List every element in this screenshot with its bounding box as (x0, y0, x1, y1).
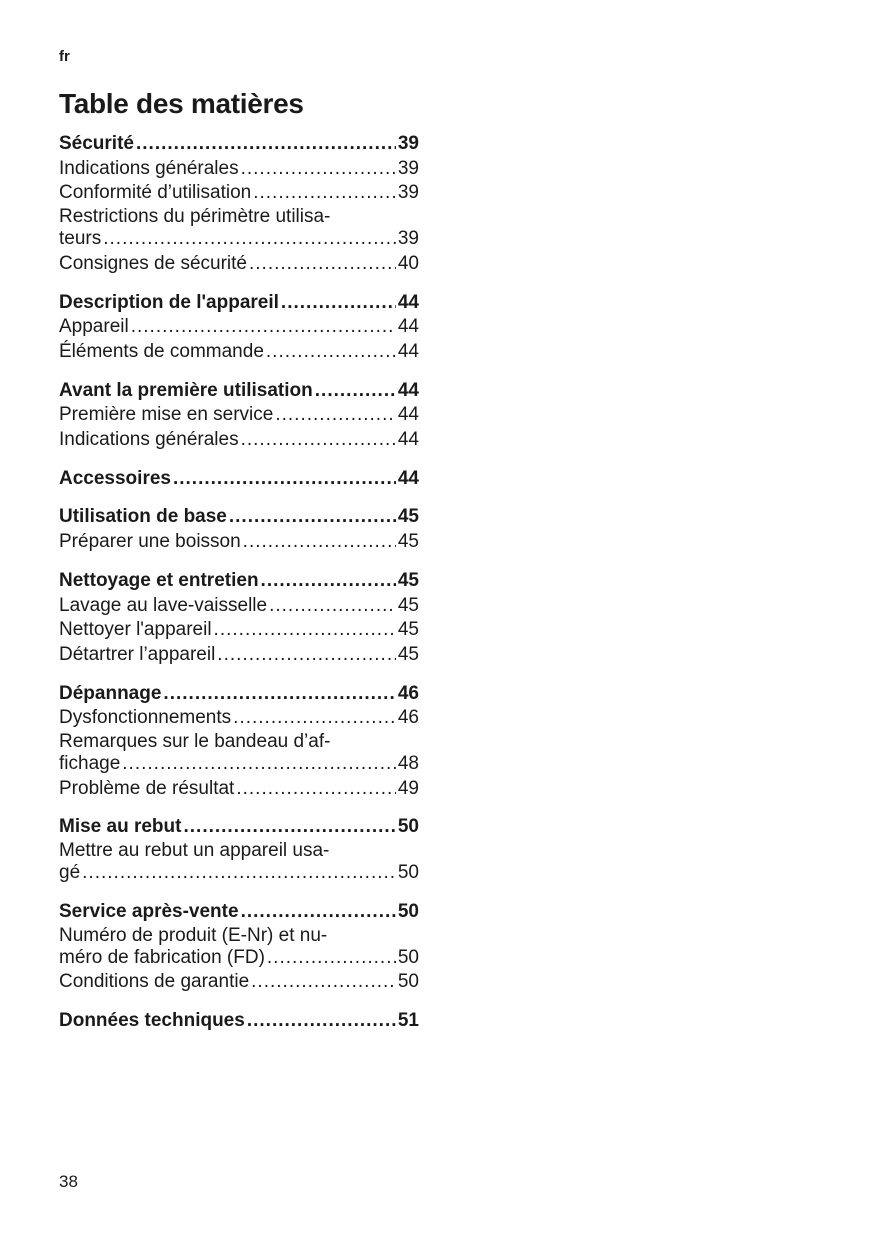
toc-heading-title: Avant la première utilisation (59, 379, 313, 401)
toc-entry-title: Conditions de garantie (59, 971, 250, 993)
toc-section (59, 291, 419, 365)
page-title: Table des matières (59, 88, 304, 119)
toc-heading[interactable] (59, 132, 419, 157)
dot-leader (251, 970, 396, 995)
toc-entry-first-line: Numéro de produit (E-Nr) et nu- (59, 924, 328, 946)
toc-entry-title: Consignes de sécurité (59, 252, 247, 274)
toc-entry-page: 39 (397, 228, 419, 250)
toc-section (59, 569, 419, 668)
toc-section (59, 900, 419, 995)
toc-heading-title: Nettoyage et entretien (59, 569, 259, 591)
toc-heading-page: 51 (397, 1009, 419, 1031)
toc-entry-title: Indications générales (59, 429, 239, 451)
toc-entry-page: 46 (397, 707, 419, 729)
toc-heading[interactable] (59, 379, 419, 404)
dot-leader (266, 340, 396, 365)
dot-leader (229, 505, 396, 530)
dot-leader (261, 569, 396, 594)
dot-leader (241, 157, 396, 182)
toc-heading-page: 39 (397, 133, 419, 154)
dot-leader (183, 815, 395, 840)
toc-heading-title: Description de l'appareil (59, 291, 279, 313)
dot-leader (217, 643, 396, 668)
toc-heading[interactable] (59, 900, 419, 925)
toc-entry-page: 44 (397, 340, 419, 362)
toc-entry-page: 40 (397, 252, 419, 274)
toc-entry-page: 48 (397, 753, 419, 775)
toc-entry-title: Lavage au lave-vaisselle (59, 594, 268, 616)
toc-entry-first-line: Restrictions du périmètre utilisa- (59, 206, 331, 228)
toc-entry-page: 45 (397, 594, 419, 616)
toc-entry-page: 50 (397, 971, 419, 993)
toc-section (59, 1009, 419, 1034)
dot-leader (241, 900, 396, 925)
toc-heading[interactable] (59, 505, 419, 530)
toc-entry-page: 44 (397, 316, 419, 338)
dot-leader (281, 291, 396, 316)
toc-entry-title: gé (59, 862, 81, 884)
toc-entry[interactable] (59, 227, 419, 252)
toc-heading-page: 44 (397, 379, 419, 401)
toc-entry-title: Détartrer l’appareil (59, 643, 216, 665)
toc-entry-title: Préparer une boisson (59, 531, 241, 553)
toc-heading[interactable] (59, 815, 419, 840)
toc-heading-title: Service après-vente (59, 900, 239, 922)
toc-entry-title: Éléments de commande (59, 340, 264, 362)
toc-heading-page: 50 (397, 900, 419, 922)
toc-heading-title: Dépannage (59, 682, 162, 704)
toc-entry[interactable] (59, 157, 419, 182)
toc-heading[interactable] (59, 291, 419, 316)
toc-heading-title: Accessoires (59, 467, 171, 489)
toc-heading-title: Sécurité (59, 133, 134, 154)
toc-entry[interactable] (59, 181, 419, 206)
toc-entry-title: méro de fabrication (FD) (59, 946, 265, 968)
dot-leader (173, 467, 396, 492)
toc-entry-title: Dysfonctionnements (59, 707, 232, 729)
toc-section (59, 815, 419, 885)
toc-heading-page: 50 (397, 816, 419, 838)
toc-entry[interactable] (59, 706, 419, 731)
dot-leader (241, 428, 396, 453)
dot-leader (267, 946, 396, 971)
toc-entry[interactable] (59, 594, 419, 619)
dot-leader (236, 777, 396, 802)
toc-entry-page: 44 (397, 404, 419, 426)
dot-leader (122, 752, 396, 777)
toc-heading[interactable] (59, 682, 419, 707)
toc-heading[interactable] (59, 569, 419, 594)
toc-heading-title: Données techniques (59, 1009, 245, 1031)
toc-section (59, 379, 419, 453)
toc-entry[interactable] (59, 340, 419, 365)
toc-entry-page: 45 (397, 619, 419, 641)
toc-heading[interactable] (59, 1009, 419, 1034)
dot-leader (275, 403, 396, 428)
toc-entry-title: teurs (59, 228, 102, 250)
toc-heading-page: 45 (397, 569, 419, 591)
toc-entry-title: Première mise en service (59, 404, 274, 426)
toc-entry-page: 50 (397, 946, 419, 968)
dot-leader (269, 594, 396, 619)
toc-entry[interactable] (59, 777, 419, 802)
dot-leader (131, 315, 396, 340)
toc-entry-page: 50 (397, 862, 419, 884)
toc-entry-page: 45 (397, 531, 419, 553)
toc-entry-title: Conformité d’utilisation (59, 182, 252, 204)
toc-entry-first-line: Mettre au rebut un appareil usa- (59, 840, 330, 862)
dot-leader (103, 227, 396, 252)
toc-entry-page: 49 (397, 777, 419, 799)
toc-entry-title: Problème de résultat (59, 777, 235, 799)
toc-entry-title: Indications générales (59, 157, 239, 179)
toc-heading[interactable] (59, 467, 419, 492)
toc-entry-page: 44 (397, 429, 419, 451)
toc-heading-page: 46 (397, 682, 419, 704)
dot-leader (136, 132, 396, 157)
toc-entry[interactable] (59, 428, 419, 453)
toc-entry[interactable] (59, 530, 419, 555)
dot-leader (233, 706, 396, 731)
toc-section (59, 505, 419, 554)
toc-entry[interactable] (59, 752, 419, 777)
toc-entry[interactable] (59, 861, 419, 886)
toc-entry[interactable] (59, 643, 419, 668)
dot-leader (243, 530, 396, 555)
page-number: 38 (59, 1172, 78, 1191)
language-code: fr (59, 48, 70, 65)
toc-entry-page: 45 (397, 643, 419, 665)
toc-heading-page: 45 (397, 506, 419, 528)
toc-entry-title: Appareil (59, 316, 129, 338)
dot-leader (214, 618, 396, 643)
toc-heading-title: Utilisation de base (59, 506, 227, 528)
toc-section (59, 132, 419, 277)
toc-entry-first-line: Remarques sur le bandeau d’af- (59, 731, 331, 753)
toc-heading-title: Mise au rebut (59, 816, 182, 838)
toc-entry-title: fichage (59, 753, 121, 775)
dot-leader (253, 181, 396, 206)
toc-entry[interactable] (59, 403, 419, 428)
toc-section (59, 682, 419, 802)
dot-leader (249, 252, 396, 277)
toc-entry[interactable] (59, 970, 419, 995)
toc-heading-page: 44 (397, 467, 419, 489)
dot-leader (247, 1009, 396, 1034)
toc-entry-page: 39 (397, 157, 419, 179)
dot-leader (82, 861, 396, 886)
toc-entry-title: Nettoyer l'appareil (59, 619, 212, 641)
toc-heading-page: 44 (397, 291, 419, 313)
toc-entry[interactable] (59, 252, 419, 277)
toc-entry[interactable] (59, 618, 419, 643)
toc-entry-page: 39 (397, 182, 419, 204)
toc-section (59, 467, 419, 492)
table-of-contents (59, 132, 419, 1048)
toc-entry[interactable] (59, 946, 419, 971)
dot-leader (163, 682, 395, 707)
dot-leader (315, 379, 396, 404)
toc-entry[interactable] (59, 315, 419, 340)
